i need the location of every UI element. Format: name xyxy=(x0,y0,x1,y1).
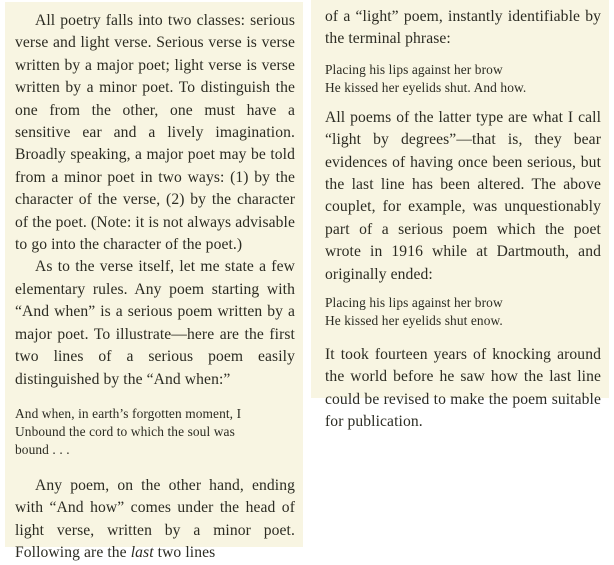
verse-line: Placing his lips against her brow xyxy=(325,61,503,77)
verse-and-how xyxy=(325,61,601,97)
paragraph-fourteen-years: It took fourteen years of knocking around the world before he saw how the last line could be revised to make the poem suitable for publication. xyxy=(325,346,601,431)
paragraph-poetry-classes: All poetry falls into two classes: serious verse and light verse. Serious verse is verse written by a major poet; light verse is verse written by a minor poet. To distinguish the one from the other, one must have a sensitive ear and a lively imagination. Broadly speaking, a major poet may be told from a minor poet in two ways: (1) by the character of the verse, (2) by the character of the poet. (Note: it is not always advisable to go into the character of the poet.) xyxy=(15,12,295,254)
paragraph-light-by-degrees: All poems of the latter type are what I call “light by degrees”—that is, they bear evidences of having once been serious, but the last line has been altered. The above couplet, for example, was unquestionably part of a serious poem which the poet wrote in 1916 while at Dartmouth, and originally ended: xyxy=(325,108,601,283)
paragraph-text: Any poem, on the other hand, ending with “And how” comes under the head of light verse, written by a minor poet. Following are the xyxy=(15,476,295,562)
paragraph-elementary-rules: As to the verse itself, let me state a few elementary rules. Any poem starting with “And when” is a serious poem written by a major poet. To illustrate—here are the first two lines of a serious poem easily distinguished by the “And when:” xyxy=(15,258,295,388)
verse-line: Unbound the cord to which the soul was xyxy=(15,423,235,439)
left-column xyxy=(5,2,303,562)
paragraph-text-end: two lines xyxy=(153,544,216,562)
verse-line: bound . . . xyxy=(15,441,70,457)
right-column xyxy=(311,0,609,431)
paragraph-light-poem: of a “light” poem, instantly identifiable by the terminal phrase: xyxy=(325,8,601,48)
paragraph-and-how xyxy=(15,475,295,565)
verse-line: Placing his lips against her brow xyxy=(325,295,503,311)
verse-enow xyxy=(325,294,601,330)
verse-line: And when, in earth’s forgotten moment, I xyxy=(15,405,242,421)
verse-and-when xyxy=(15,405,295,459)
verse-line: He kissed her eyelids shut enow. xyxy=(325,313,503,329)
emphasis-last: last xyxy=(130,544,154,562)
verse-line: He kissed her eyelids shut. And how. xyxy=(325,79,527,95)
